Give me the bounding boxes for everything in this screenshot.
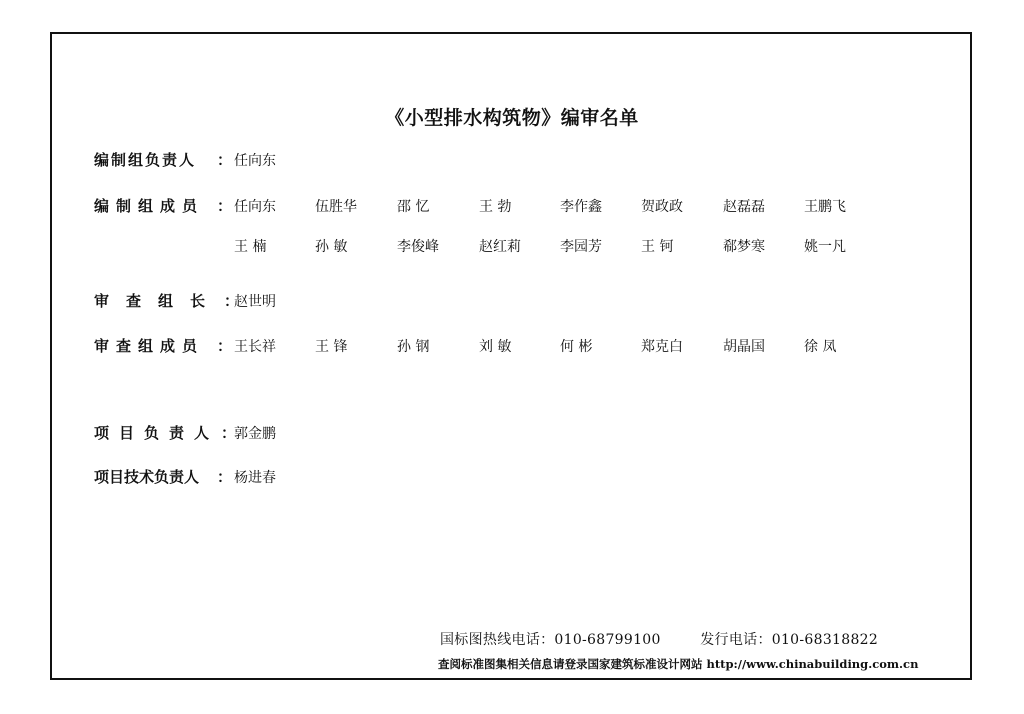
member-name: 孙 敏 [315, 239, 348, 255]
compile-leader-label [94, 149, 232, 170]
member-name: 郑克白 [641, 339, 683, 355]
tech-leader-name: 杨进春 [234, 470, 276, 486]
compile-leader-name: 任向东 [234, 153, 276, 169]
label-colon: ： [224, 292, 240, 310]
member-name: 郗梦寒 [723, 239, 765, 255]
member-name: 邵 忆 [397, 199, 430, 215]
member-name: 姚一凡 [804, 239, 846, 255]
sales-phone-text: 发行电话：010-68318822 [700, 632, 879, 648]
label-colon: ： [216, 468, 232, 486]
member-name: 胡晶国 [723, 339, 765, 355]
member-name: 赵红莉 [479, 239, 521, 255]
member-name: 王长祥 [234, 339, 276, 355]
label-colon: ： [216, 337, 232, 355]
member-name: 李园芳 [560, 239, 602, 255]
label-text: 编制组负责人 [94, 151, 197, 169]
member-name: 王鹏飞 [804, 199, 846, 215]
member-name: 伍胜华 [315, 199, 357, 215]
member-name: 王 钶 [641, 239, 674, 255]
label-text: 项目技术负责人 [94, 468, 200, 486]
compile-members-label [94, 195, 232, 216]
tech-leader-label [94, 466, 232, 487]
member-name: 任向东 [234, 199, 276, 215]
member-name: 徐 凤 [804, 339, 837, 355]
footer-phones [440, 629, 878, 649]
member-name: 李作鑫 [560, 199, 602, 215]
label-text: 审查组成员 [94, 337, 205, 355]
project-leader-name: 郭金鹏 [234, 426, 276, 442]
label-text: 编制组成员 [94, 197, 205, 215]
label-text: 项目负责人 [94, 424, 220, 442]
review-leader-label [94, 290, 240, 311]
review-leader-name: 赵世明 [234, 294, 276, 310]
member-name: 贺政政 [641, 199, 683, 215]
member-name: 赵磊磊 [723, 199, 765, 215]
label-colon: ： [221, 424, 237, 442]
website-note: 查阅标准图集相关信息请登录国家建筑标准设计网站 http://www.chinabuilding.com.cn [438, 657, 919, 671]
label-colon: ： [216, 197, 232, 215]
member-name: 李俊峰 [397, 239, 439, 255]
page-title: 《小型排水构筑物》编审名单 [385, 107, 639, 129]
member-name: 王 勃 [479, 199, 512, 215]
member-name: 王 楠 [234, 239, 267, 255]
label-text: 审查组长 [94, 292, 223, 310]
project-leader-label [94, 422, 237, 443]
hotline-text: 国标图热线电话：010-68799100 [440, 632, 661, 648]
member-name: 刘 敏 [479, 339, 512, 355]
member-name: 孙 钢 [397, 339, 430, 355]
member-name: 王 锋 [315, 339, 348, 355]
label-colon: ： [216, 151, 232, 169]
member-name: 何 彬 [560, 339, 593, 355]
review-members-label [94, 335, 232, 356]
